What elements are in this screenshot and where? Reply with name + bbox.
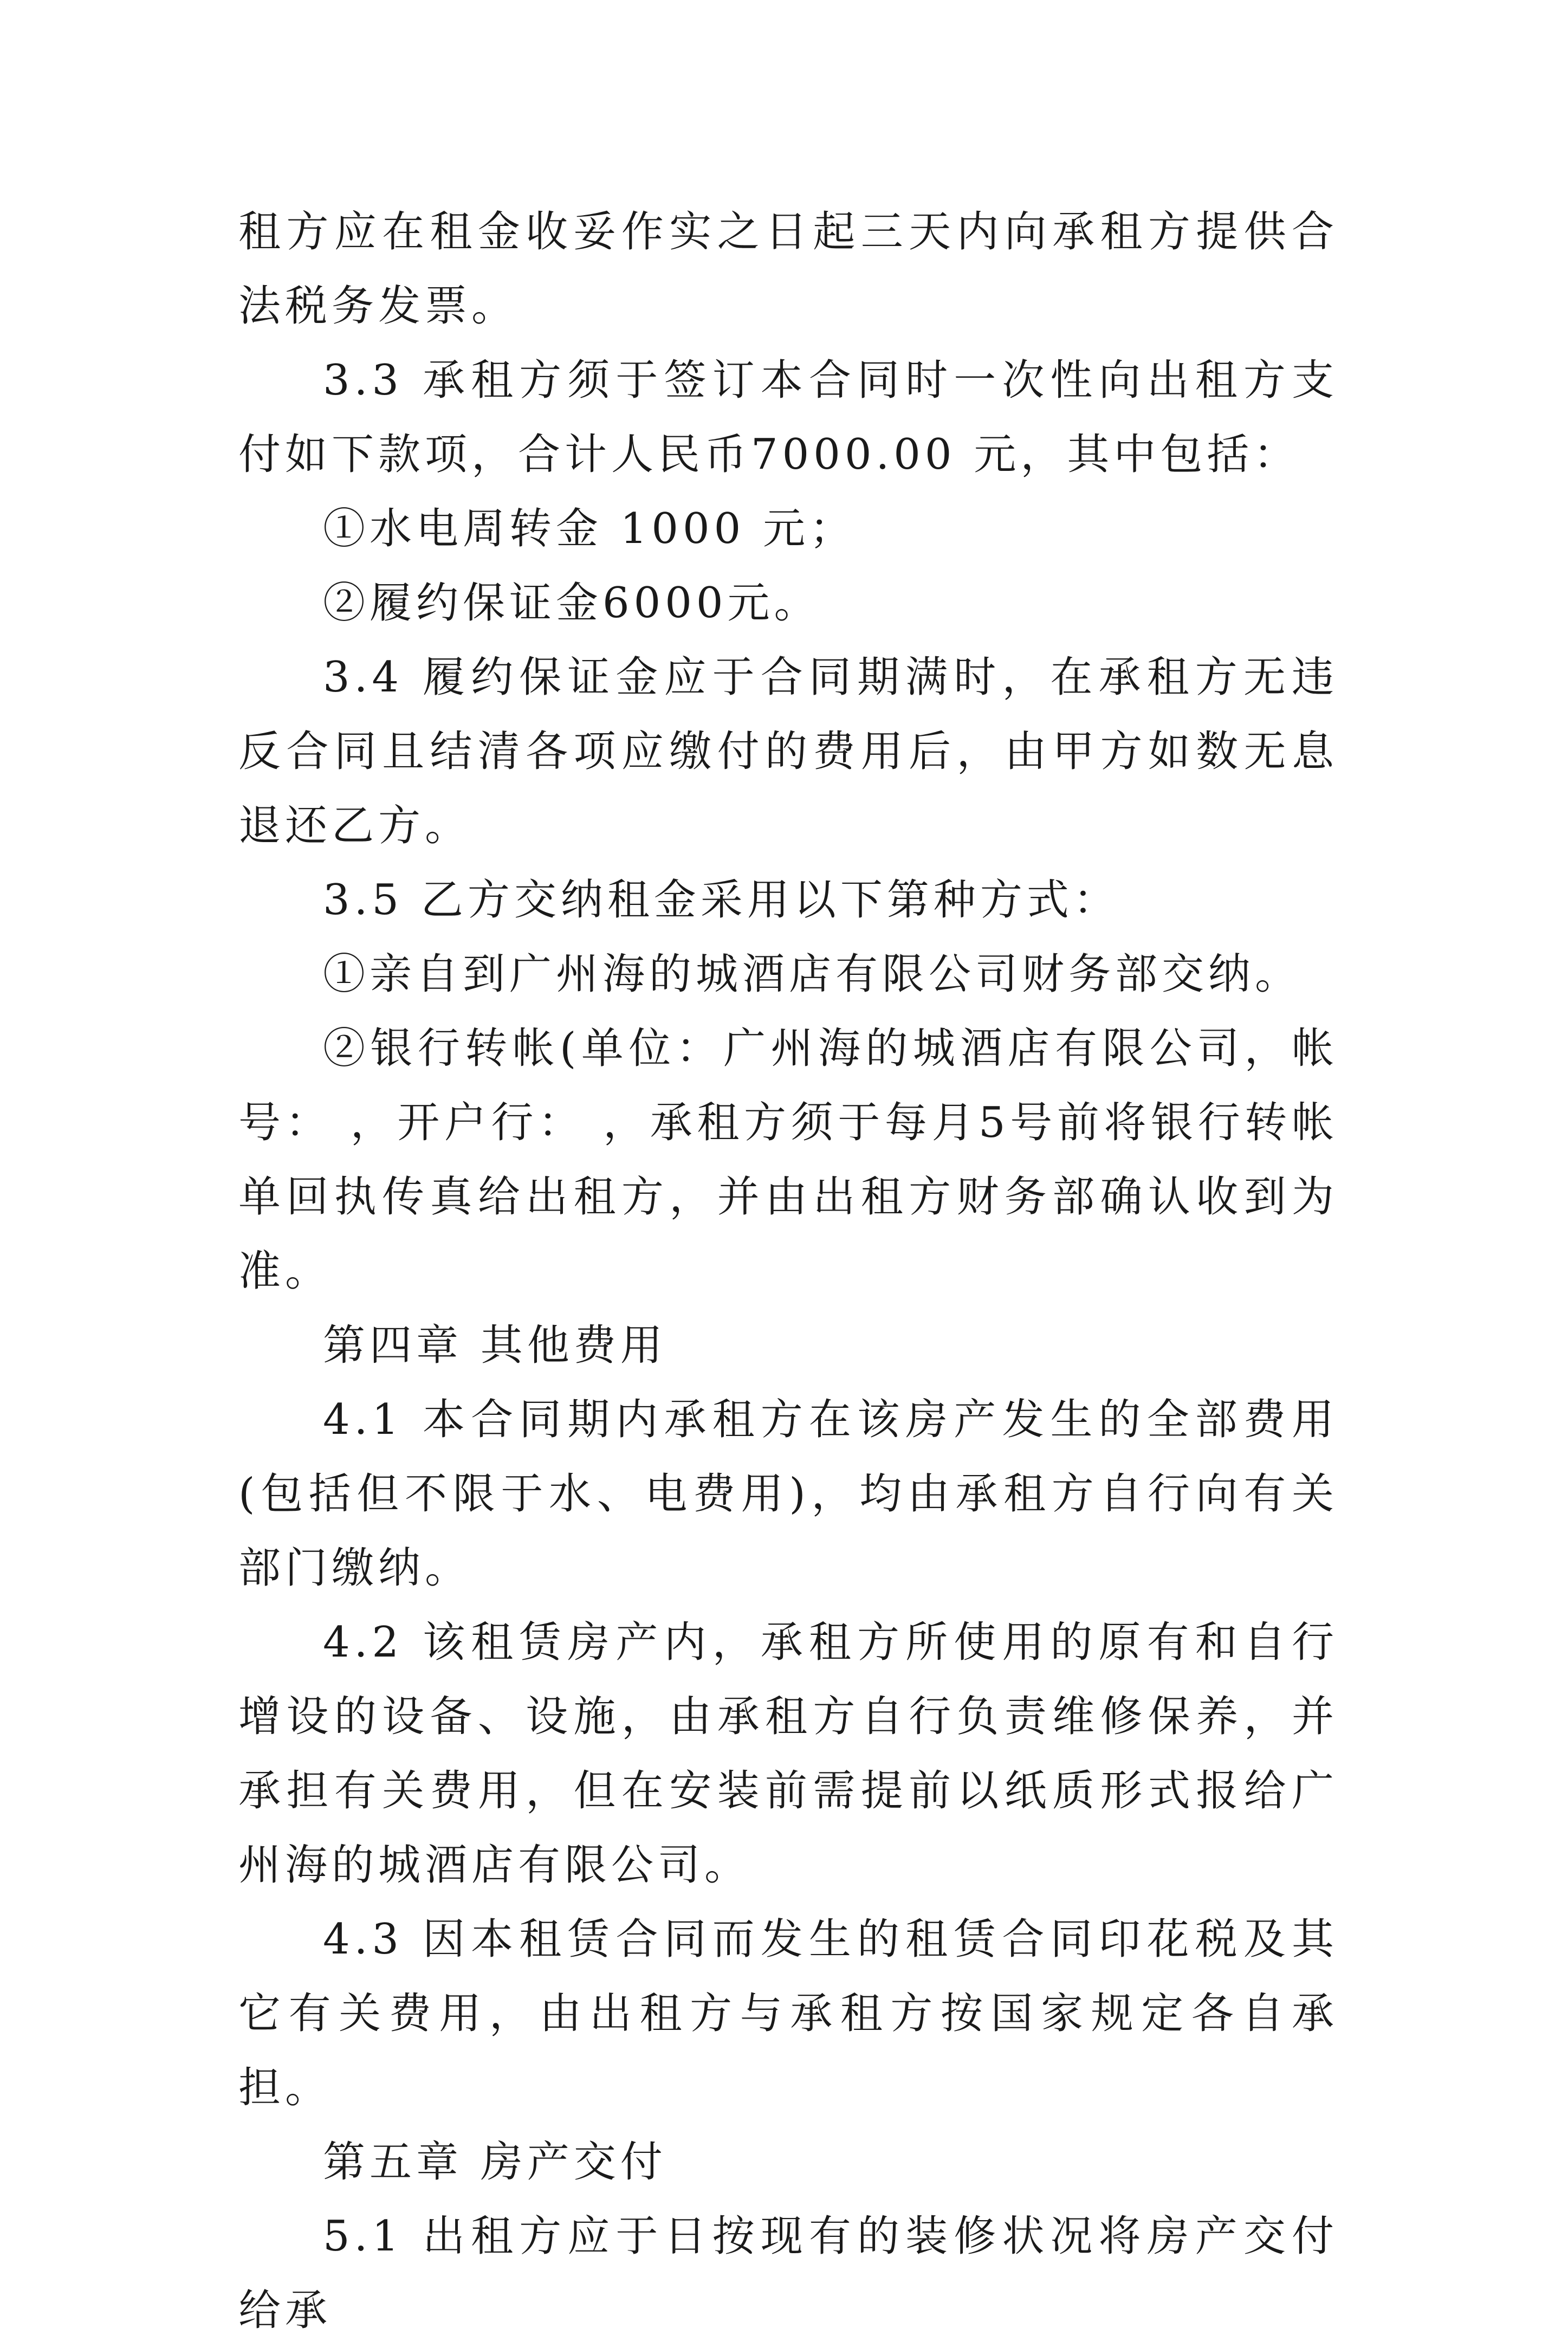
paragraph-5-1: 5.1 出租方应于日按现有的装修状况将房产交付给承 bbox=[238, 2212, 1338, 2335]
paragraph-4-3: 4.3 因本租赁合同而发生的租赁合同印花税及其它有关费用，由出租方与承租方按国家规定各自承担。 bbox=[238, 1915, 1338, 2112]
document-body bbox=[238, 195, 1338, 2348]
chapter-heading-4: 第四章 其他费用 bbox=[323, 1321, 667, 1370]
paragraph-utility-deposit: ①水电周转金 1000 元； bbox=[323, 504, 857, 553]
paragraph-4-2: 4.2 该租赁房产内，承租方所使用的原有和自行增设的设备、设施，由承租方自行负责维修保养，并承担有关费用，但在安装前需提前以纸质形式报给广州海的城酒店有限公司。 bbox=[238, 1618, 1338, 1890]
paragraph-3-4: 3.4 履约保证金应于合同期满时，在承租方无违反合同且结清各项应缴付的费用后，由甲方如数无息退还乙方。 bbox=[238, 653, 1338, 850]
paragraph-3-5: 3.5 乙方交纳租金采用以下第种方式： bbox=[323, 876, 1120, 924]
paragraph-4-1: 4.1 本合同期内承租方在该房产发生的全部费用(包括但不限于水、电费用)，均由承租方自行向有关部门缴纳。 bbox=[238, 1395, 1338, 1593]
paragraph-performance-bond: ②履约保证金6000元。 bbox=[323, 579, 821, 628]
paragraph-3-3: 3.3 承租方须于签订本合同时一次性向出租方支付如下款项，合计人民币7000.00 元，其中包括： bbox=[238, 356, 1338, 479]
paragraph-pay-in-person: ①亲自到广州海的城酒店有限公司财务部交纳。 bbox=[323, 950, 1302, 999]
paragraph-bank-transfer: ②银行转帐(单位：广州海的城酒店有限公司，帐号： ，开户行： ，承租方须于每月5号前将银行转帐单回执传真给出租方，并由出租方财务部确认收到为准。 bbox=[238, 1024, 1338, 1296]
chapter-heading-5: 第五章 房产交付 bbox=[323, 2138, 667, 2187]
paragraph-invoice: 租方应在租金收妥作实之日起三天内向承租方提供合法税务发票。 bbox=[238, 208, 1338, 331]
